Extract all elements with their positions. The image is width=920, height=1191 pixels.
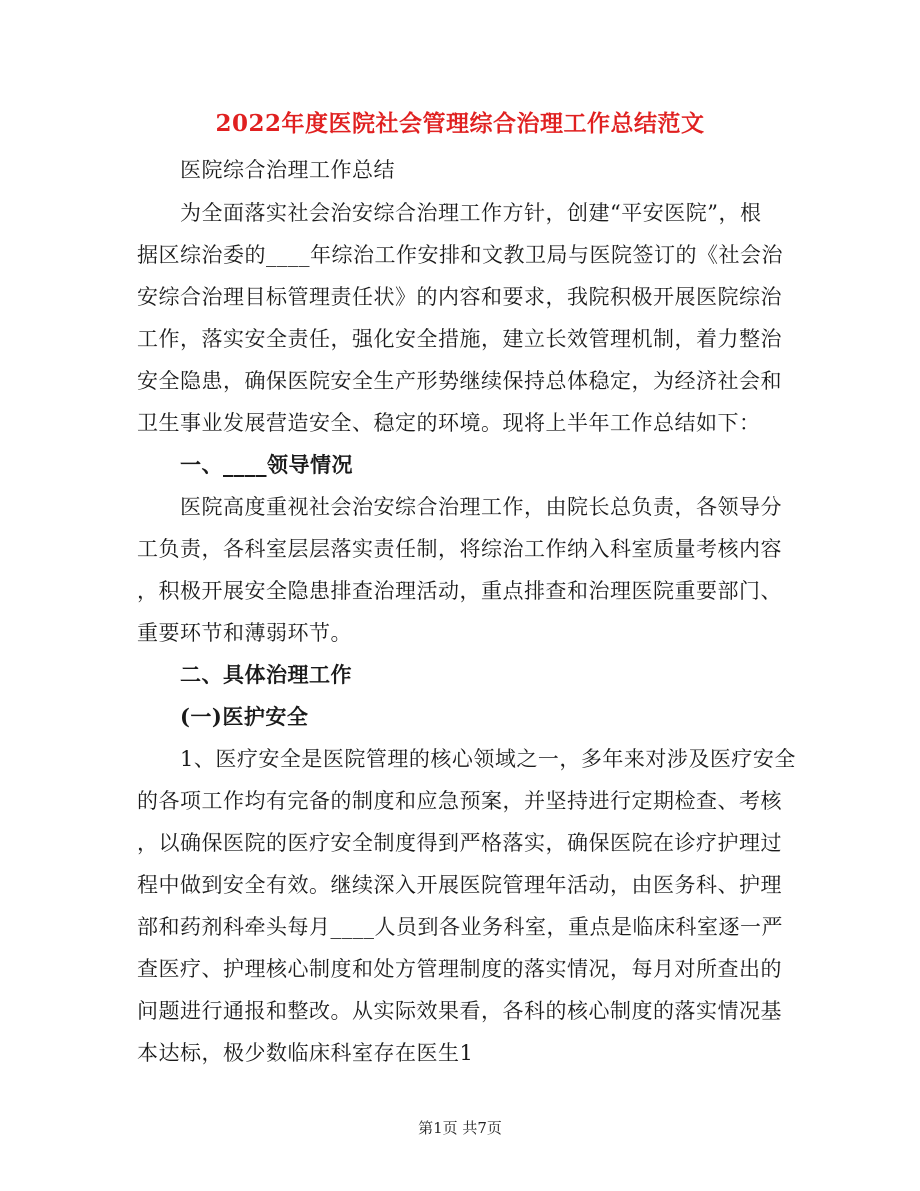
paragraph-line: 卫生事业发展营造安全、稳定的环境。现将上半年工作总结如下： [137,411,761,435]
paragraph-line: ，以确保医院的医疗安全制度得到严格落实，确保医院在诊疗护理过 [137,831,782,855]
paragraph-line: 部和药剂科牵头每月____人员到各业务科室，重点是临床科室逐一严 [137,915,783,939]
paragraph-line: 重要环节和薄弱环节。 [137,621,352,645]
paragraph-line: 工作，落实安全责任，强化安全措施，建立长效管理机制，着力整治 [137,327,782,351]
paragraph-line: 查医疗、护理核心制度和处方管理制度的落实情况，每月对所查出的 [137,957,782,981]
document-title: 2022年度医院社会管理综合治理工作总结范文 [215,110,705,137]
paragraph-line: 工负责，各科室层层落实责任制，将综治工作纳入科室质量考核内容 [137,537,782,561]
section-heading: 二、具体治理工作 [180,662,352,687]
paragraph-line: 据区综治委的____年综治工作安排和文教卫局与医院签订的《社会治 [137,243,783,267]
subsection-heading: (一)医护安全 [180,704,309,729]
document-subtitle: 医院综合治理工作总结 [180,158,395,182]
paragraph-line: 的各项工作均有完备的制度和应急预案，并坚持进行定期检查、考核 [137,789,782,813]
paragraph-line: 医院高度重视社会治安综合治理工作，由院长总负责，各领导分 [180,495,782,519]
section-heading: 一、____领导情况 [180,452,353,477]
paragraph-line: ，积极开展安全隐患排查治理活动，重点排查和治理医院重要部门、 [137,579,782,603]
paragraph-line: 安全隐患，确保医院安全生产形势继续保持总体稳定，为经济社会和 [137,369,782,393]
paragraph-line: 为全面落实社会治安综合治理工作方针，创建“平安医院”，根 [180,201,762,225]
paragraph-line: 安综合治理目标管理责任状》的内容和要求，我院积极开展医院综治 [137,285,782,309]
paragraph-line: 1、医疗安全是医院管理的核心领域之一，多年来对涉及医疗安全 [180,747,796,771]
paragraph-line: 程中做到安全有效。继续深入开展医院管理年活动，由医务科、护理 [137,873,782,897]
paragraph-line: 问题进行通报和整改。从实际效果看，各科的核心制度的落实情况基 [137,999,782,1023]
paragraph-line: 本达标，极少数临床科室存在医生1 [137,1041,474,1065]
page-indicator: 第1页 共7页 [418,1119,502,1137]
